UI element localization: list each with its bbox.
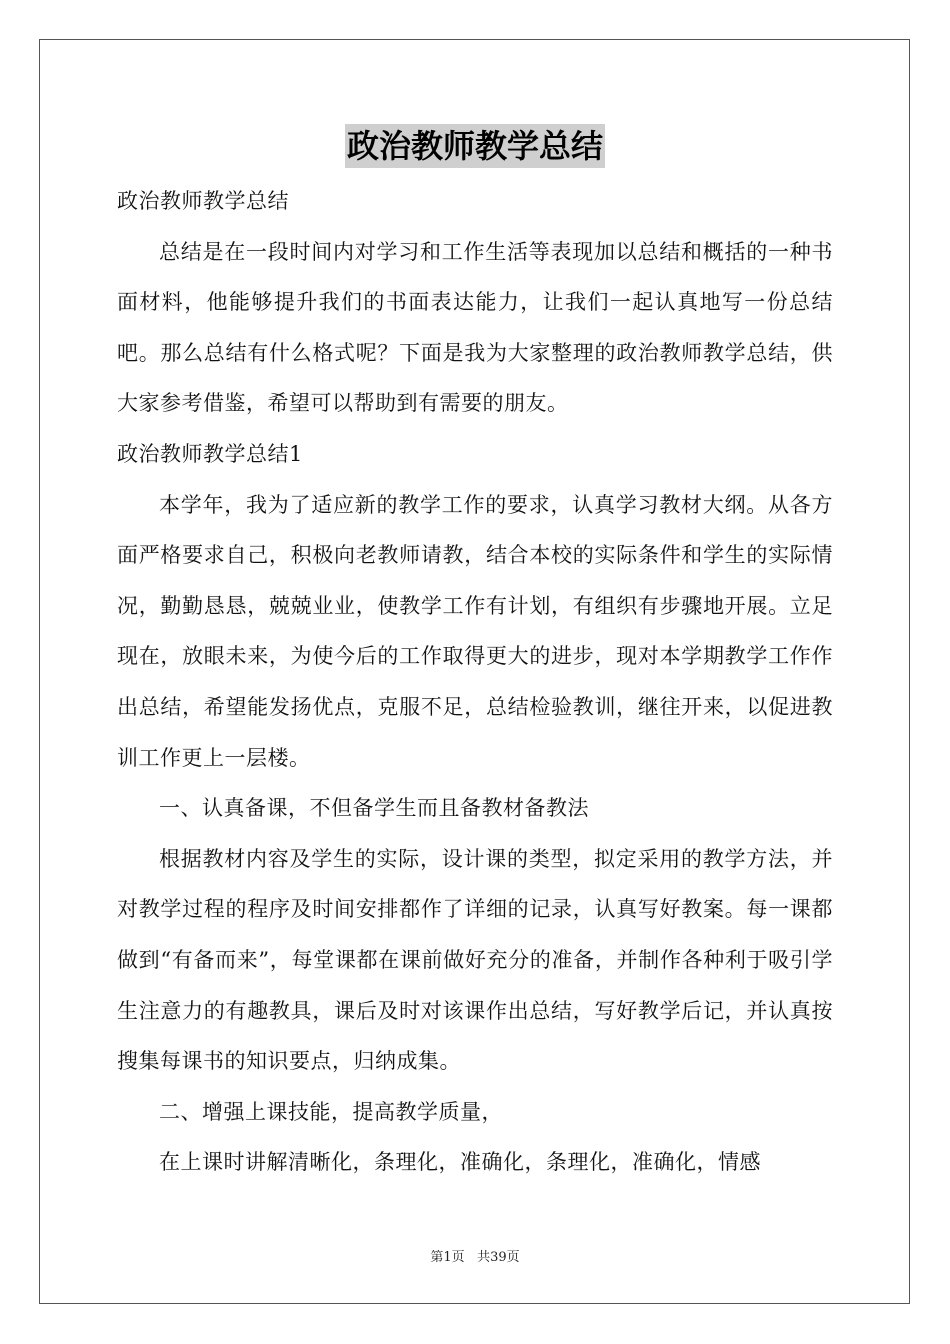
page-total: 共39页 [477,1250,520,1265]
document-title: 政治教师教学总结 [345,124,605,168]
page-footer [0,1246,950,1265]
paragraph-section-title: 政治教师教学总结1 [117,441,303,466]
document-body [117,176,833,1188]
page-number: 第1页 [430,1250,465,1265]
paragraph-heading: 政治教师教学总结 [117,189,289,213]
paragraph-intro: 总结是在一段时间内对学习和工作生活等表现加以总结和概括的一种书面材料，他能够提升我们的书面表达能力，让我们一起认真地写一份总结吧。那么总结有什么格式呢？下面是我为大家整理的政治教师教学总结，供大家参考借鉴，希望可以帮助到有需要的朋友。 [117,239,833,416]
paragraph-subheading: 二、增强上课技能，提高教学质量， [159,1099,503,1124]
paragraph-body: 本学年，我为了适应新的教学工作的要求，认真学习教材大纲。从各方面严格要求自己，积极向老教师请教，结合本校的实际条件和学生的实际情况，勤勤恳恳，兢兢业业，使教学工作有计划，有组织有步骤地开展。立足现在，放眼未来，为使今后的工作取得更大的进步，现对本学期教学工作作出总结，希望能发扬优点，克服不足，总结检验教训，继往开来，以促进教训工作更上一层楼。 [117,492,833,770]
paragraph-subheading: 一、认真备课，不但备学生而且备教材备教法 [159,796,589,821]
title-container [0,124,950,168]
paragraph-body: 在上课时讲解清晰化，条理化，准确化，条理化，准确化，情感 [159,1150,761,1175]
paragraph-body: 根据教材内容及学生的实际，设计课的类型，拟定采用的教学方法，并对教学过程的程序及时间安排都作了详细的记录，认真写好教案。每一课都做到“有备而来”，每堂课都在课前做好充分的准备，并制作各种利于吸引学生注意力的有趣教具，课后及时对该课作出总结，写好教学后记，并认真按搜集每课书的知识要点，归纳成集。 [117,846,833,1074]
